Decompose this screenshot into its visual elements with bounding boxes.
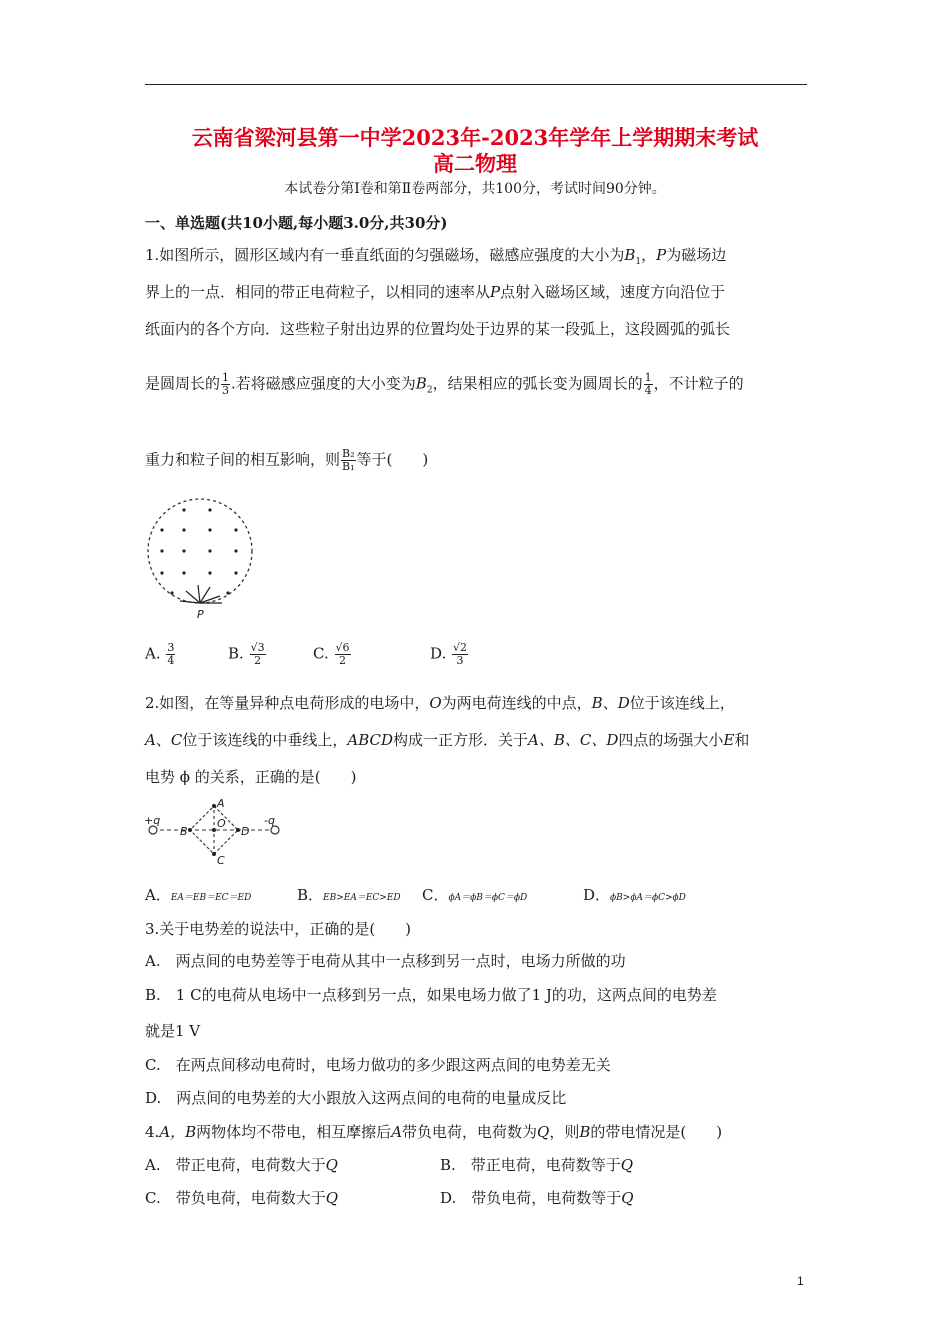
header-rule — [145, 84, 807, 85]
q1-line2: 界上的一点．相同的带正电荷粒子，以相同的速率从P点射入磁场区域，速度方向沿位于 — [145, 283, 726, 301]
q3-stem: 3.关于电势差的说法中，正确的是( ) — [145, 920, 412, 938]
svg-text:-q: -q — [264, 814, 275, 827]
q4-option-a[interactable]: A. 带正电荷，电荷数大于Q — [145, 1156, 338, 1174]
q1-line4: 是圆周长的 $\frac{1}{3}$ .若将磁感应强度的大小变为$B_2$，结果相应的弧长变为圆周长的 $\frac{1}{4}$ ，不计粒子的 — [145, 371, 744, 397]
exam-title: 云南省梁河县第一中学2023年-2023年学年上学期期末考试 — [191, 125, 759, 150]
magnetic-field-circle-figure — [142, 498, 258, 622]
q3-option-d[interactable]: D. 两点间的电势差的大小跟放入这两点间的电荷的电量成反比 — [145, 1089, 567, 1107]
q2-line1: 2.如图，在等量异种点电荷形成的电场中，O为两电荷连线的中点，B、D位于该连线上， — [145, 694, 735, 712]
fraction-one-quarter: $\frac{1}{4}$ — [644, 371, 652, 397]
q4-stem: 4.A，B两物体均不带电，相互摩擦后A带负电荷，电荷数为Q，则B的带电情况是( ) — [145, 1123, 723, 1141]
fraction-b2-over-b1: $\frac{\text{B₂}}{\text{B₁}}$ — [342, 447, 355, 473]
q1-line3: 纸面内的各个方向．这些粒子射出边界的位置均处于边界的某一段弧上，这段圆弧的弧长 — [145, 320, 731, 338]
q1-option-c[interactable]: C. $\frac{√6}{2}$ — [313, 641, 350, 667]
svg-text:C: C — [217, 854, 225, 867]
fraction-one-third: $\frac{1}{3}$ — [222, 371, 230, 397]
q4-option-b[interactable]: B. 带正电荷，电荷数等于Q — [440, 1156, 634, 1174]
svg-text:D: D — [241, 825, 250, 838]
q2-option-c[interactable]: C．ϕA＝ϕB＝ϕC＝ϕD — [422, 886, 528, 904]
dipole-square-figure — [140, 796, 290, 868]
q3-option-b[interactable]: B. 1 C的电荷从电场中一点移到另一点，如果电场力做了1 J的功，这两点间的电势差 — [145, 986, 717, 1004]
section-heading: 一、单选题(共10小题,每小题3.0分,共30分) — [145, 214, 448, 232]
q4-option-d[interactable]: D. 带负电荷，电荷数等于Q — [440, 1189, 634, 1207]
q1-line1: 1.如图所示，圆形区域内有一垂直纸面的匀强磁场，磁感应强度的大小为$B_1$，P为磁场边 — [145, 246, 727, 267]
svg-text:A: A — [217, 797, 225, 810]
q4-option-c[interactable]: C. 带负电荷，电荷数大于Q — [145, 1189, 339, 1207]
q2-line2: A、C位于该连线的中垂线上，ABCD构成一正方形．关于A、B、C、D四点的场强大小E和 — [145, 731, 750, 749]
svg-text:O: O — [217, 817, 226, 830]
exam-subject: 高二物理 — [433, 151, 517, 176]
q1-line5: 重力和粒子间的相互影响，则 $\frac{\text{B₂}}{\text{B₁}}$ 等于( ) — [145, 447, 429, 473]
svg-text:+q: +q — [144, 814, 161, 827]
q1-option-d[interactable]: D. $\frac{√2}{3}$ — [430, 641, 468, 667]
q2-option-b[interactable]: B．EB>EA＝EC>ED — [297, 886, 401, 904]
q2-line3: 电势 ϕ 的关系，正确的是( ) — [145, 768, 357, 786]
q2-option-d[interactable]: D．ϕB>ϕA＝ϕC>ϕD — [583, 886, 686, 904]
q3-option-a[interactable]: A. 两点间的电势差等于电荷从其中一点移到另一点时，电场力所做的功 — [145, 952, 626, 970]
q3-option-b-cont: 就是1 V — [145, 1022, 201, 1040]
q1-option-b[interactable]: B. $\frac{√3}{2}$ — [228, 641, 265, 667]
point-p-label: P — [197, 608, 204, 621]
exam-instructions: 本试卷分第Ⅰ卷和第Ⅱ卷两部分，共100分，考试时间90分钟。 — [284, 181, 666, 197]
q2-option-a[interactable]: A．EA＝EB＝EC＝ED — [145, 886, 252, 904]
svg-text:B: B — [180, 825, 188, 838]
page-number: 1 — [797, 1274, 804, 1288]
q3-option-c[interactable]: C. 在两点间移动电荷时，电场力做功的多少跟这两点间的电势差无关 — [145, 1056, 611, 1074]
q1-option-a[interactable]: A. $\frac{3}{4}$ — [145, 641, 175, 667]
